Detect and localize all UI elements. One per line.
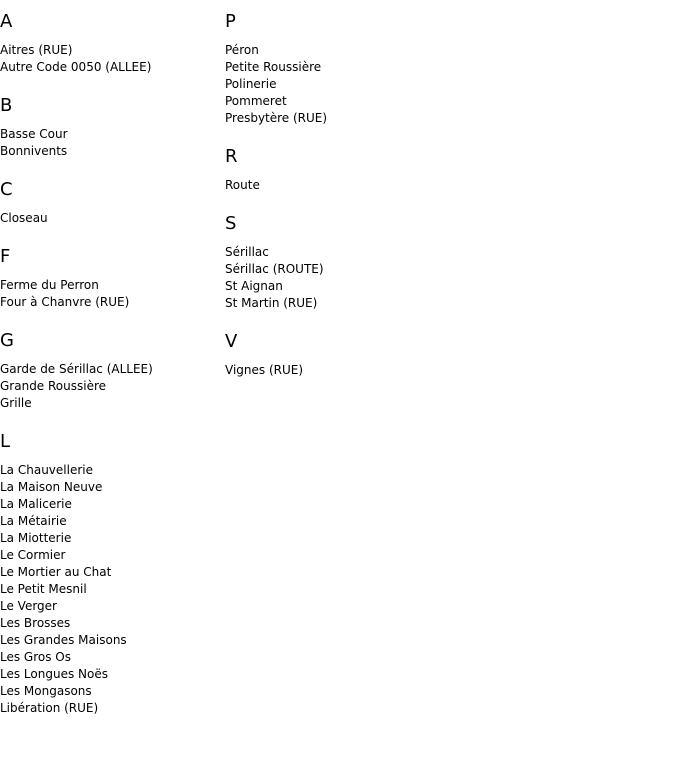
street-link-le-cormier[interactable]: Le Cormier — [0, 548, 66, 562]
street-list — [225, 42, 665, 127]
letter-group-r — [225, 147, 665, 194]
street-list — [0, 462, 220, 717]
street-link-liberation-rue[interactable]: Libération (RUE) — [0, 701, 99, 715]
letter-heading: S — [225, 213, 237, 234]
letter-group-b — [0, 96, 220, 160]
letter-group-l — [0, 432, 220, 717]
letter-group-p — [225, 12, 665, 127]
street-list — [0, 42, 220, 76]
street-link-la-malicerie[interactable]: La Malicerie — [0, 497, 72, 511]
letter-heading: A — [0, 11, 13, 32]
street-list — [0, 210, 220, 227]
letter-group-g — [0, 331, 220, 412]
letter-heading: F — [0, 246, 11, 267]
street-link-les-mongasons[interactable]: Les Mongasons — [0, 684, 92, 698]
letter-heading: P — [225, 11, 236, 32]
street-link-st-martin-rue[interactable]: St Martin (RUE) — [225, 296, 318, 310]
street-link-polinerie[interactable]: Polinerie — [225, 77, 277, 91]
street-list — [0, 126, 220, 160]
right-column — [225, 0, 665, 399]
street-link-petite-roussiere[interactable]: Petite Roussière — [225, 60, 322, 74]
street-list — [0, 361, 220, 412]
street-link-les-grandes-maisons[interactable]: Les Grandes Maisons — [0, 633, 127, 647]
street-link-le-petit-mesnil[interactable]: Le Petit Mesnil — [0, 582, 87, 596]
street-link-ferme-du-perron[interactable]: Ferme du Perron — [0, 278, 99, 292]
letter-group-s — [225, 214, 665, 312]
street-link-les-gros-os[interactable]: Les Gros Os — [0, 650, 71, 664]
street-link-four-a-chanvre-rue[interactable]: Four à Chanvre (RUE) — [0, 295, 130, 309]
letter-heading: V — [225, 331, 238, 352]
street-link-serillac-route[interactable]: Sérillac (ROUTE) — [225, 262, 324, 276]
street-link-le-mortier-au-chat[interactable]: Le Mortier au Chat — [0, 565, 112, 579]
street-list — [225, 362, 665, 379]
letter-heading: R — [225, 146, 238, 167]
street-link-peron[interactable]: Péron — [225, 43, 259, 57]
street-link-autre-code-0050-allee[interactable]: Autre Code 0050 (ALLEE) — [0, 60, 152, 74]
letter-group-a — [0, 12, 220, 76]
letter-heading: G — [0, 330, 14, 351]
letter-heading: B — [0, 95, 13, 116]
street-link-le-verger[interactable]: Le Verger — [0, 599, 57, 613]
street-link-st-aignan[interactable]: St Aignan — [225, 279, 283, 293]
street-link-grande-roussiere[interactable]: Grande Roussière — [0, 379, 107, 393]
street-link-la-maison-neuve[interactable]: La Maison Neuve — [0, 480, 103, 494]
street-link-la-miotterie[interactable]: La Miotterie — [0, 531, 72, 545]
street-link-basse-cour[interactable]: Basse Cour — [0, 127, 68, 141]
left-column — [0, 0, 220, 737]
street-list — [225, 244, 665, 312]
street-link-les-brosses[interactable]: Les Brosses — [0, 616, 71, 630]
street-list — [225, 177, 665, 194]
letter-group-f — [0, 247, 220, 311]
street-list — [0, 277, 220, 311]
street-link-les-longues-noes[interactable]: Les Longues Noës — [0, 667, 108, 681]
street-link-la-metairie[interactable]: La Métairie — [0, 514, 67, 528]
letter-group-v — [225, 332, 665, 379]
street-link-bonnivents[interactable]: Bonnivents — [0, 144, 68, 158]
street-link-serillac[interactable]: Sérillac — [225, 245, 269, 259]
street-link-vignes-rue[interactable]: Vignes (RUE) — [225, 363, 304, 377]
street-link-la-chauvellerie[interactable]: La Chauvellerie — [0, 463, 93, 477]
street-link-closeau[interactable]: Closeau — [0, 211, 48, 225]
street-link-aitres-rue[interactable]: Aitres (RUE) — [0, 43, 73, 57]
street-link-route[interactable]: Route — [225, 178, 260, 192]
street-link-presbytere-rue[interactable]: Presbytère (RUE) — [225, 111, 328, 125]
street-link-pommeret[interactable]: Pommeret — [225, 94, 287, 108]
letter-group-c — [0, 180, 220, 227]
letter-heading: L — [0, 431, 11, 452]
street-link-grille[interactable]: Grille — [0, 396, 32, 410]
letter-heading: C — [0, 179, 13, 200]
street-link-garde-de-serillac-allee[interactable]: Garde de Sérillac (ALLEE) — [0, 362, 153, 376]
